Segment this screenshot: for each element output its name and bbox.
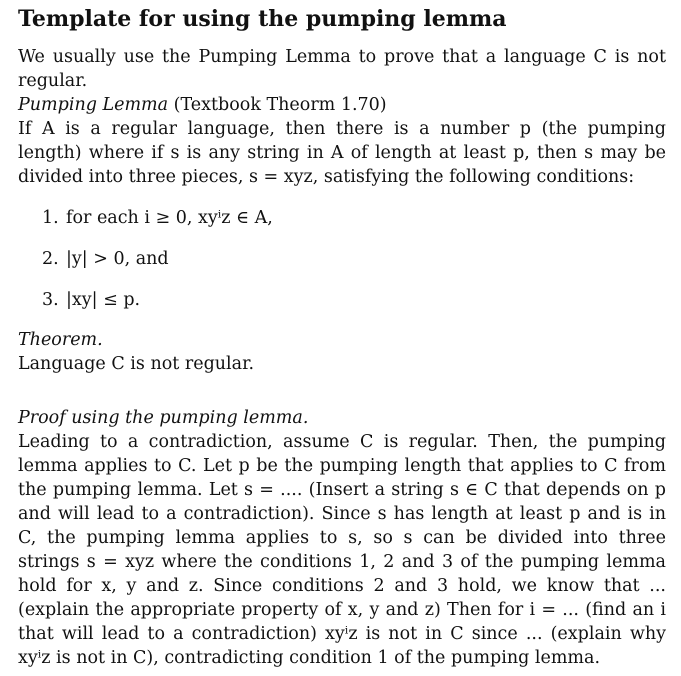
- intro-paragraph: We usually use the Pumping Lemma to prove that a language C is not regular.: [18, 47, 666, 91]
- page-title: Template for using the pumping lemma: [18, 6, 507, 32]
- lemma-title: Pumping Lemma: [18, 95, 169, 115]
- proof-label: Proof using the pumping lemma.: [18, 408, 309, 428]
- lemma-reference: (Textbook Theorm 1.70): [168, 95, 387, 115]
- theorem-label: Theorem.: [18, 330, 103, 350]
- lemma-statement: If A is a regular language, then there is a number p (the pumping length) where if s is any string in A of length at least p, then s may be divided into three pieces, s = xyz, satisfying the following conditions:: [18, 119, 666, 187]
- theorem-statement: Language C is not regular.: [18, 354, 255, 374]
- condition-item: 1. for each i ≥ 0, xyⁱz ∈ A,: [42, 208, 273, 228]
- condition-item: 3. |xy| ≤ p.: [42, 290, 141, 310]
- conditions-list: [42, 206, 642, 329]
- condition-item: 2. |y| > 0, and: [42, 249, 169, 269]
- lemma-heading: [18, 93, 666, 117]
- proof-body: Leading to a contradiction, assume C is regular. Then, the pumping lemma applies to C. Let p be the pumping length that applies to C from the pumping lemma. Let s = .... (Insert a string s ∈ C that depends on p and will lead to a contradiction). Since s has length at least p and is in C, the pumping lemma applies to s, so s can be divided into three strings s = xyz where the conditions 1, 2 and 3 of the pumping lemma hold for x, y and z. Since conditions 2 and 3 hold, we know that ... (explain the appropriate property of x, y and z) Then for i = ... (find an i that will lead to a contradiction) xyⁱz is not in C since ... (explain why xyⁱz is not in C), contradicting condition 1 of the pumping lemma.: [18, 432, 666, 668]
